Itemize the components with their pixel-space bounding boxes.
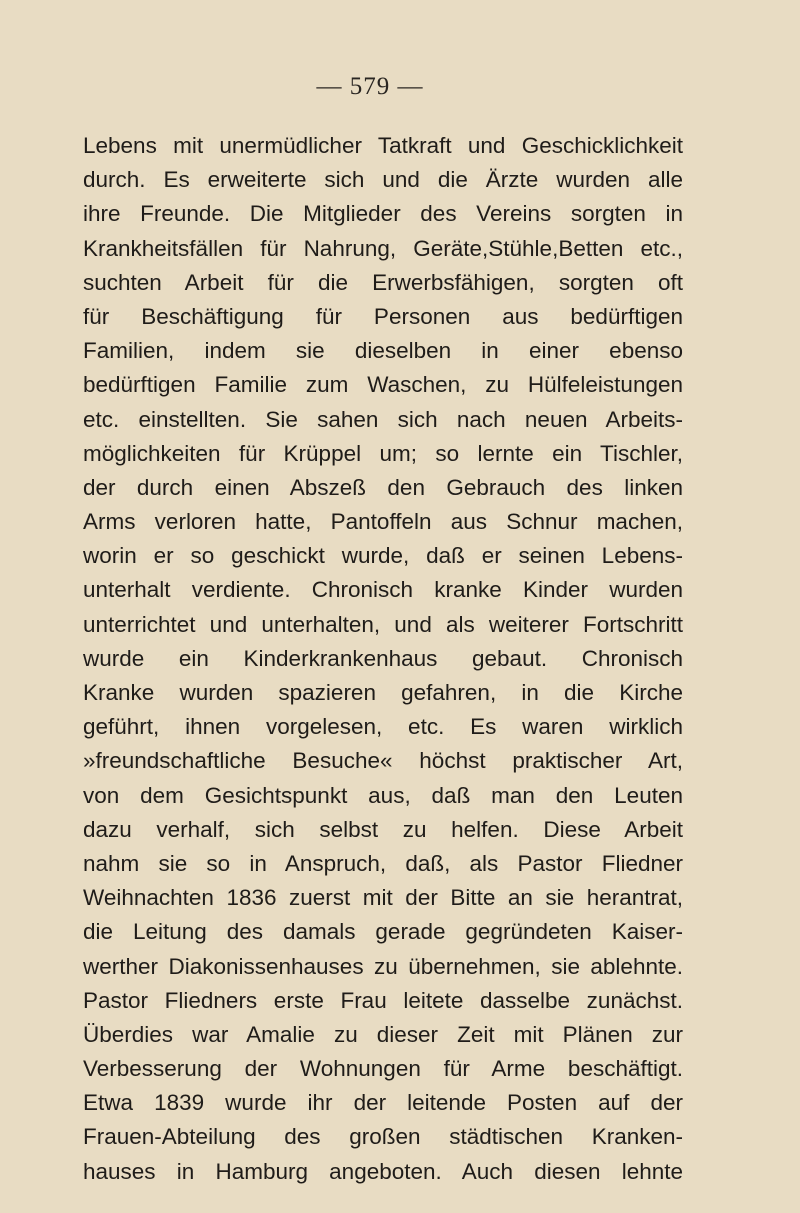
text-line: »freundschaftliche Besuche« höchst praktischer Art, [83, 748, 683, 774]
text-line: Pastor Fliedners erste Frau leitete dasselbe zunächst. [83, 987, 683, 1013]
text-line: bedürftigen Familie zum Waschen, zu Hülfeleistungen [83, 372, 683, 398]
text-line: möglichkeiten für Krüppel um; so lernte ein Tischler, [83, 440, 683, 466]
text-line: die Leitung des damals gerade gegründeten Kaiser- [83, 919, 683, 945]
body-text [83, 129, 683, 1189]
page-number: — 579 — [316, 73, 424, 100]
text-line: Krankheitsfällen für Nahrung, Geräte,Stühle,Betten etc., [83, 235, 683, 261]
text-line: etc. einstellten. Sie sahen sich nach neuen Arbeits- [83, 406, 683, 432]
text-line: Kranke wurden spazieren gefahren, in die Kirche [83, 680, 683, 705]
text-line: der durch einen Abszeß den Gebrauch des linken [83, 474, 683, 500]
text-line: durch. Es erweiterte sich und die Ärzte wurden alle [83, 167, 683, 193]
text-line: Familien, indem sie dieselben in einer ebenso [83, 338, 683, 364]
text-line: werther Diakonissenhauses zu übernehmen, sie ablehnte. [83, 953, 683, 979]
text-line: geführt, ihnen vorgelesen, etc. Es waren wirklich [83, 714, 683, 740]
text-line: ihre Freunde. Die Mitglieder des Vereins sorgten in [83, 201, 683, 227]
text-line: Arms verloren hatte, Pantoffeln aus Schnur machen, [83, 509, 683, 535]
text-line: Weihnachten 1836 zuerst mit der Bitte an sie herantrat, [83, 885, 683, 911]
text-line: Lebens mit unermüdlicher Tatkraft und Geschicklichkeit [83, 133, 683, 158]
text-line: Überdies war Amalie zu dieser Zeit mit Plänen zur [83, 1021, 683, 1047]
text-line: von dem Gesichtspunkt aus, daß man den Leuten [83, 782, 683, 808]
text-line: nahm sie so in Anspruch, daß, als Pastor Fliedner [83, 850, 683, 876]
text-line: worin er so geschickt wurde, daß er seinen Lebens- [83, 543, 683, 569]
text-line: wurde ein Kinderkrankenhaus gebaut. Chronisch [83, 645, 683, 671]
text-line: für Beschäftigung für Personen aus bedürftigen [83, 303, 683, 329]
text-line: suchten Arbeit für die Erwerbsfähigen, sorgten oft [83, 269, 683, 295]
text-line: dazu verhalf, sich selbst zu helfen. Diese Arbeit [83, 816, 683, 842]
text-line: Frauen-Abteilung des großen städtischen Kranken- [83, 1124, 683, 1150]
text-line: Verbesserung der Wohnungen für Arme beschäftigt. [83, 1056, 683, 1082]
text-line: unterrichtet und unterhalten, und als weiterer Fortschritt [83, 611, 683, 637]
text-line: unterhalt verdiente. Chronisch kranke Kinder wurden [83, 577, 683, 603]
text-line: hauses in Hamburg angeboten. Auch diesen lehnte [83, 1158, 683, 1184]
text-line: Etwa 1839 wurde ihr der leitende Posten auf der [83, 1090, 683, 1116]
